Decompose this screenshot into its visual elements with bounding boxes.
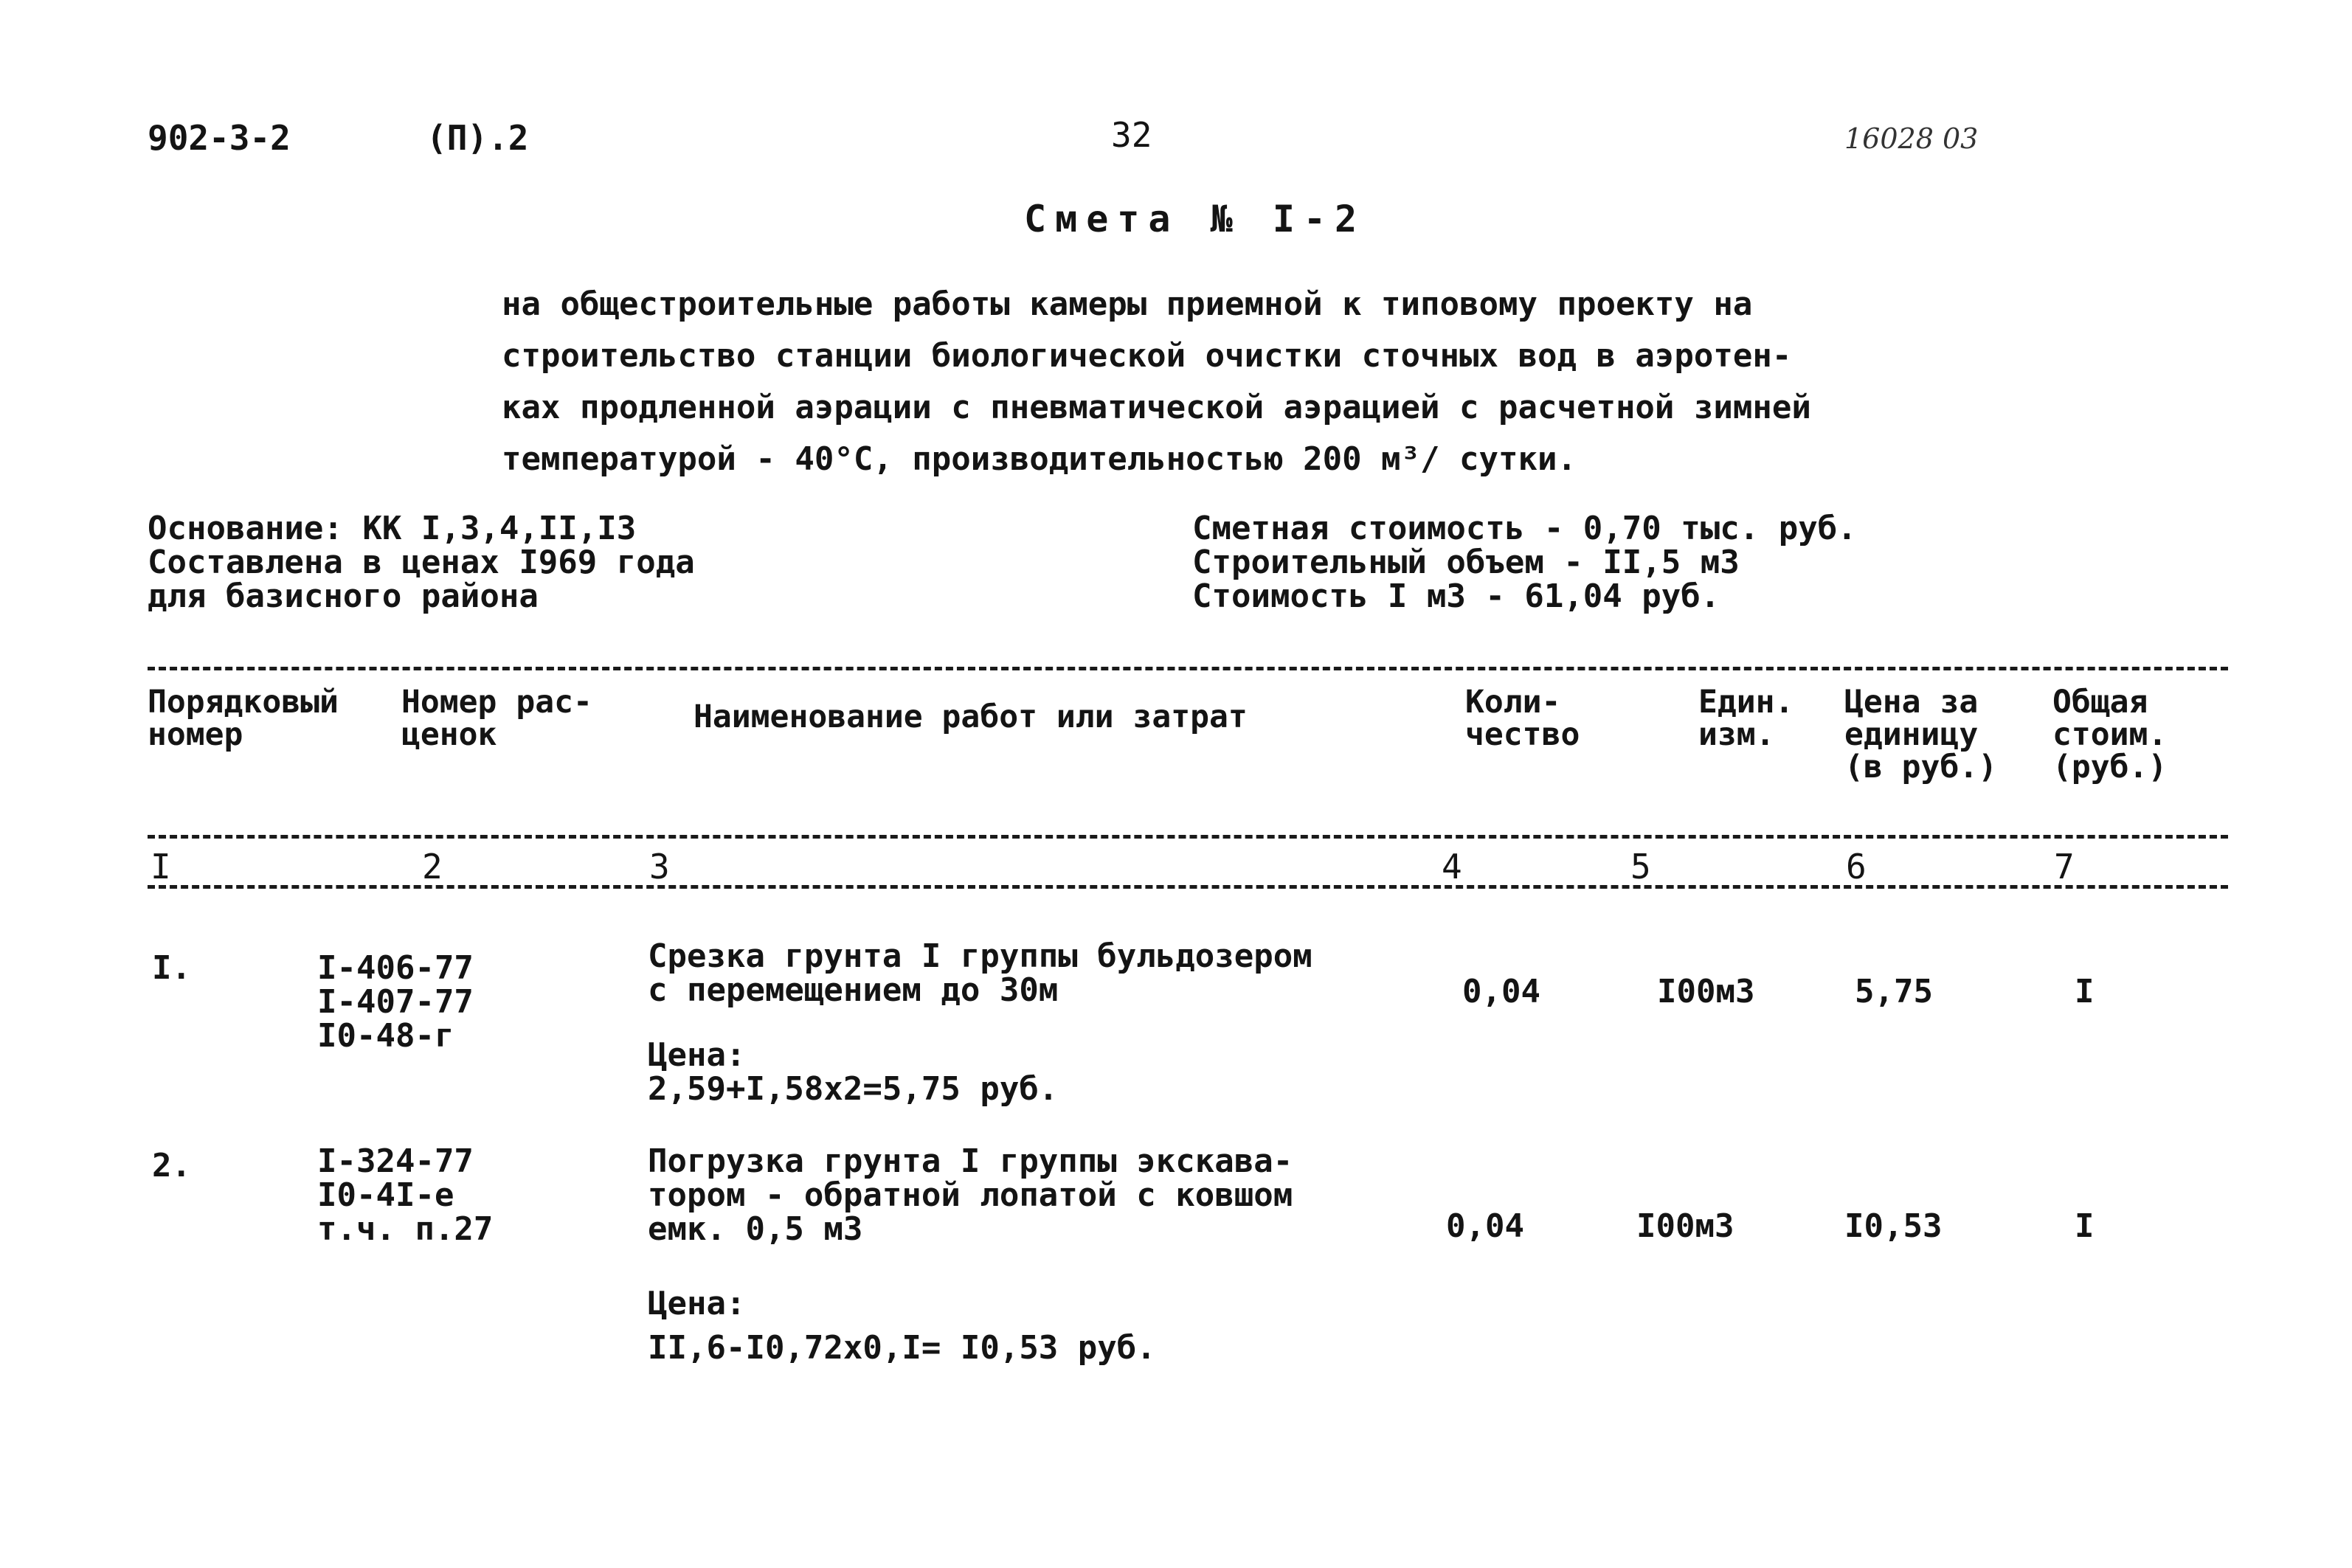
total-cost: I — [2075, 1207, 2095, 1245]
document-code: 902-3-2 — [148, 118, 291, 158]
description-line: на общестроительные работы камеры приемной к типовому проекту на — [502, 285, 1753, 323]
total-cost: I — [2075, 973, 2095, 1010]
section-code: (П).2 — [426, 118, 529, 158]
row-number: I. — [152, 949, 191, 987]
column-number: 5 — [1630, 847, 1651, 887]
document-description — [502, 279, 1977, 485]
prices-year-line: Составлена в ценах I969 года — [148, 544, 695, 581]
meta-right — [1192, 512, 1857, 614]
column-numbers-rule — [148, 885, 2228, 889]
table-top-rule — [148, 667, 2228, 670]
price-calculation: Цена: II,6-I0,72x0,I= I0,53 руб. — [648, 1285, 1156, 1367]
column-number: 4 — [1442, 847, 1462, 887]
col-header-quantity: Коли- чество — [1465, 684, 1580, 753]
description-line: температурой - 40°С, производительностью 200 м³/ сутки. — [502, 440, 1577, 478]
work-name: Срезка грунта I группы бульдозером с перемещением до 30м — [648, 937, 1312, 1009]
description-line: ках продленной аэрации с пневматической аэрацией с расчетной зимней — [502, 389, 1811, 426]
description-line: строительство станции биологической очистки сточных вод в аэротен- — [502, 337, 1792, 375]
header-bottom-rule — [148, 835, 2228, 839]
unit-price: 5,75 — [1855, 973, 1933, 1010]
col-header-unit-price: Цена за единицу (в руб.) — [1844, 684, 1998, 785]
col-header-total: Общая стоим. (руб.) — [2052, 684, 2168, 785]
row-number: 2. — [152, 1147, 191, 1184]
unit: I00м3 — [1636, 1207, 1734, 1245]
column-number: 6 — [1846, 847, 1867, 887]
work-name: Погрузка грунта I группы экскава- тором - обратной лопатой с ковшом емк. 0,5 м3 — [648, 1142, 1293, 1248]
handwritten-note: 16028 03 — [1844, 122, 1979, 155]
estimated-cost-line: Сметная стоимость - 0,70 тыс. руб. — [1192, 510, 1857, 547]
rate-codes: I-324-77 I0-4I-е т.ч. п.27 — [317, 1142, 494, 1248]
basis-line: Основание: КК I,3,4,II,I3 — [148, 510, 637, 547]
col-header-unit: Един. изм. — [1698, 684, 1794, 753]
col-header-rate-number: Номер рас- ценок — [401, 684, 592, 753]
unit-price: I0,53 — [1844, 1207, 1943, 1245]
rate-codes: I-406-77 I-407-77 I0-48-г — [317, 949, 474, 1055]
column-number: 3 — [649, 847, 670, 887]
region-line: для базисного района — [148, 577, 539, 615]
document-title: Смета № I-2 — [1024, 198, 1366, 240]
price-calculation: Цена: 2,59+I,58x2=5,75 руб. — [648, 1036, 1059, 1108]
column-number: 7 — [2054, 847, 2075, 887]
col-header-work-name: Наименование работ или затрат — [694, 698, 1248, 735]
column-number: 2 — [422, 847, 443, 887]
meta-left — [148, 512, 695, 614]
unit: I00м3 — [1657, 973, 1755, 1010]
quantity: 0,04 — [1446, 1207, 1524, 1245]
quantity: 0,04 — [1462, 973, 1540, 1010]
cost-per-m3-line: Стоимость I м3 - 61,04 руб. — [1192, 577, 1720, 615]
page-number: 32 — [1111, 115, 1152, 155]
building-volume-line: Строительный объем - II,5 м3 — [1192, 544, 1740, 581]
column-number: I — [151, 847, 171, 887]
col-header-order-number: Порядковый номер — [148, 684, 339, 753]
